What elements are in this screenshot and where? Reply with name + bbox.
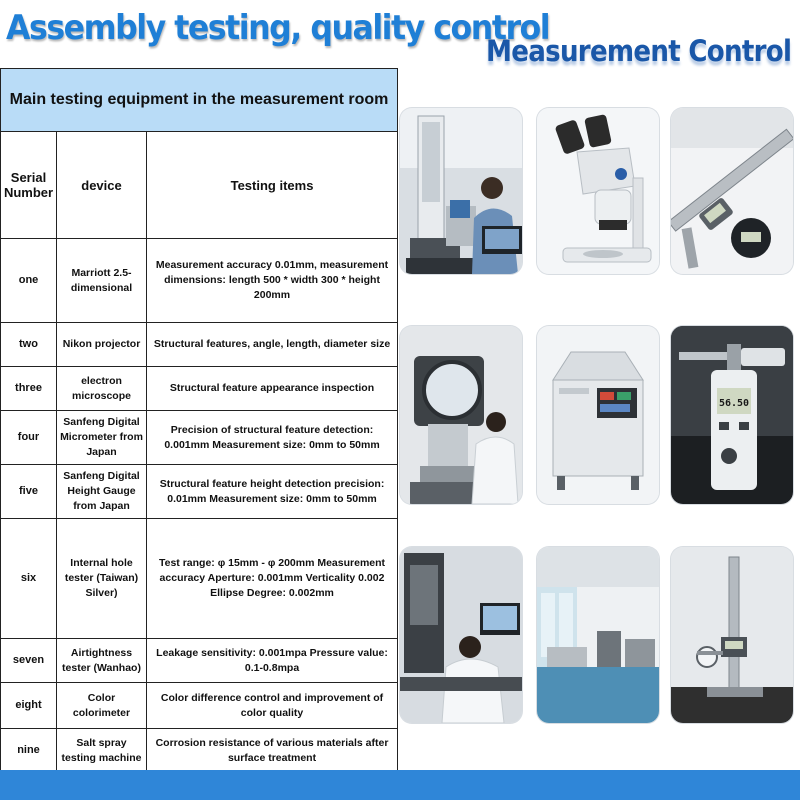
serial-cell: eight [1, 683, 57, 729]
serial-cell: nine [1, 729, 57, 773]
bottom-bar [0, 770, 800, 800]
table-row [1, 639, 398, 683]
testing-items-cell: Measurement accuracy 0.01mm, measurement dimensions: length 500 * width 300 * height 200mm [147, 239, 398, 323]
header-device: device [57, 132, 147, 239]
table-caption: Main testing equipment in the measurement room [1, 69, 398, 132]
salt-spray-chamber-illustration [537, 326, 659, 504]
inner-hole-tester-photo [400, 547, 522, 723]
table-row [1, 729, 398, 773]
height-gauge-illustration [671, 547, 793, 723]
device-cell: Airtightness tester (Wanhao) [57, 639, 147, 683]
measurement-room-illustration [537, 547, 659, 723]
device-cell: electron microscope [57, 367, 147, 411]
device-cell: Color colorimeter [57, 683, 147, 729]
table-caption-row [1, 69, 398, 132]
height-gauge-photo [671, 547, 793, 723]
page-title: Assembly testing, quality control [6, 8, 550, 48]
vision-measuring-machine-photo [400, 108, 522, 274]
header-testing-items: Testing items [147, 132, 398, 239]
table-row [1, 239, 398, 323]
testing-items-cell: Structural feature height detection precision: 0.01mm Measurement size: 0mm to 50mm [147, 465, 398, 519]
measurement-room-photo [537, 547, 659, 723]
stereo-microscope-illustration [537, 108, 659, 274]
table-row [1, 323, 398, 367]
equipment-table [0, 68, 398, 773]
device-cell: Sanfeng Digital Micrometer from Japan [57, 411, 147, 465]
vision-measuring-machine-illustration [400, 108, 522, 274]
device-cell: Nikon projector [57, 323, 147, 367]
micrometer-readout: 56.50 [718, 398, 750, 409]
header-serial-number: Serial Number [1, 132, 57, 239]
testing-items-cell: Precision of structural feature detection: 0.001mm Measurement size: 0mm to 50mm [147, 411, 398, 465]
digital-caliper-illustration [671, 108, 793, 274]
inner-hole-tester-illustration [400, 547, 522, 723]
measurement-control-heading: Measurement Control [486, 34, 792, 68]
digital-micrometer-photo [671, 326, 793, 504]
device-cell: Salt spray testing machine [57, 729, 147, 773]
serial-cell: two [1, 323, 57, 367]
table-row [1, 683, 398, 729]
testing-items-cell: Test range: φ 15mm - φ 200mm Measurement accuracy Aperture: 0.001mm Verticality 0.002 Ellipse Degree: 0.002mm [147, 519, 398, 639]
digital-micrometer-illustration [671, 326, 793, 504]
testing-items-cell: Corrosion resistance of various materials after surface treatment [147, 729, 398, 773]
serial-cell: three [1, 367, 57, 411]
serial-cell: six [1, 519, 57, 639]
stereo-microscope-photo [537, 108, 659, 274]
salt-spray-chamber-photo [537, 326, 659, 504]
table-header-row [1, 132, 398, 239]
testing-items-cell: Structural feature appearance inspection [147, 367, 398, 411]
device-cell: Internal hole tester (Taiwan) Silver) [57, 519, 147, 639]
testing-items-cell: Color difference control and improvement of color quality [147, 683, 398, 729]
serial-cell: one [1, 239, 57, 323]
table-row [1, 411, 398, 465]
serial-cell: seven [1, 639, 57, 683]
serial-cell: five [1, 465, 57, 519]
device-cell: Sanfeng Digital Height Gauge from Japan [57, 465, 147, 519]
testing-items-cell: Leakage sensitivity: 0.001mpa Pressure value: 0.1-0.8mpa [147, 639, 398, 683]
table-row [1, 465, 398, 519]
digital-caliper-photo [671, 108, 793, 274]
table-row [1, 367, 398, 411]
device-cell: Marriott 2.5-dimensional [57, 239, 147, 323]
serial-cell: four [1, 411, 57, 465]
testing-items-cell: Structural features, angle, length, diameter size [147, 323, 398, 367]
profile-projector-illustration [400, 326, 522, 504]
table-row [1, 519, 398, 639]
profile-projector-photo [400, 326, 522, 504]
